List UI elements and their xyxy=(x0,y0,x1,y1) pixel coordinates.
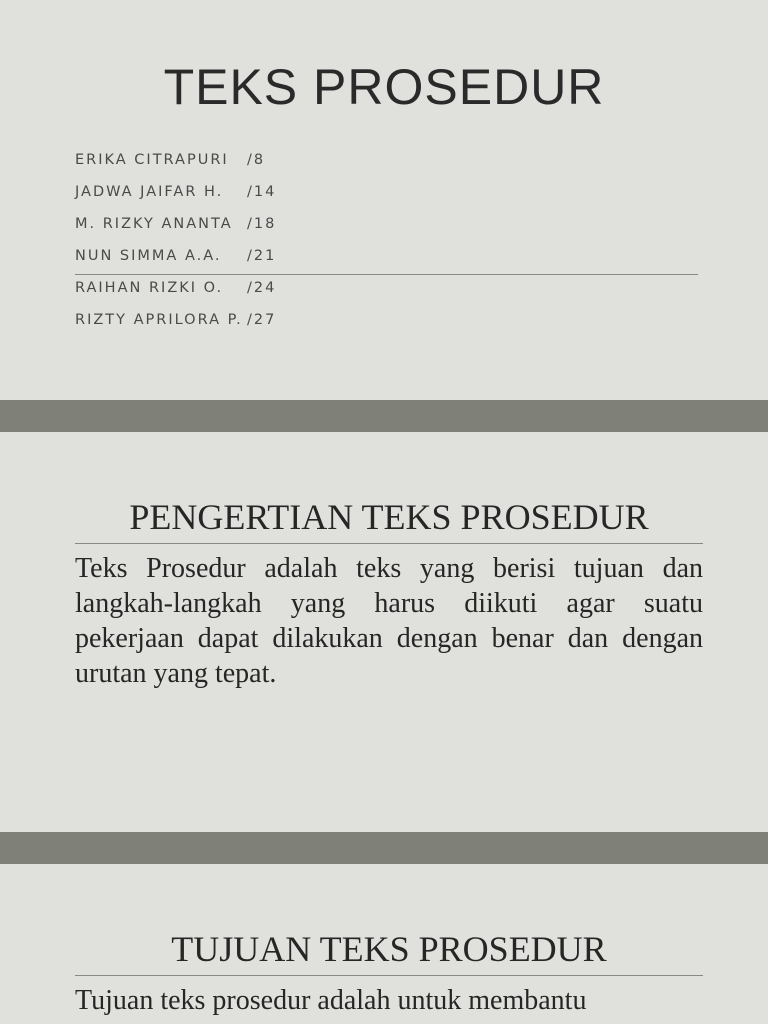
member-name: JADWA JAIFAR H. xyxy=(75,184,224,200)
slide-title xyxy=(0,0,768,400)
section-divider xyxy=(75,975,703,976)
section-heading: PENGERTIAN TEKS PROSEDUR xyxy=(129,497,649,537)
member-row xyxy=(75,212,276,244)
member-list xyxy=(75,148,276,340)
slide-title-heading: TEKS PROSEDUR xyxy=(163,59,605,115)
section-divider xyxy=(75,543,703,544)
member-name: ERIKA CITRAPURI xyxy=(75,152,229,168)
title-divider xyxy=(75,274,698,275)
member-name: M. RIZKY ANANTA xyxy=(75,216,233,232)
member-number: /21 xyxy=(247,248,277,264)
member-number: /8 xyxy=(247,152,266,168)
member-row xyxy=(75,308,276,340)
member-number: /27 xyxy=(247,312,277,328)
member-row xyxy=(75,244,276,276)
section-body: Teks Prosedur adalah teks yang berisi tujuan dan langkah-langkah yang harus diikuti agar suatu pekerjaan dapat dilakukan dengan benar dan dengan urutan yang tepat. xyxy=(75,553,703,689)
member-number: /18 xyxy=(247,216,277,232)
member-number: /24 xyxy=(247,280,277,296)
section-body: Tujuan teks prosedur adalah untuk membantu xyxy=(75,985,587,1016)
member-name: RIZTY APRILORA P. xyxy=(75,312,243,328)
member-row xyxy=(75,276,276,308)
member-name: RAIHAN RIZKI O. xyxy=(75,280,224,296)
section-heading: TUJUAN TEKS PROSEDUR xyxy=(171,929,607,969)
member-row xyxy=(75,148,276,180)
member-row xyxy=(75,180,276,212)
member-name: NUN SIMMA A.A. xyxy=(75,248,222,264)
member-number: /14 xyxy=(247,184,277,200)
